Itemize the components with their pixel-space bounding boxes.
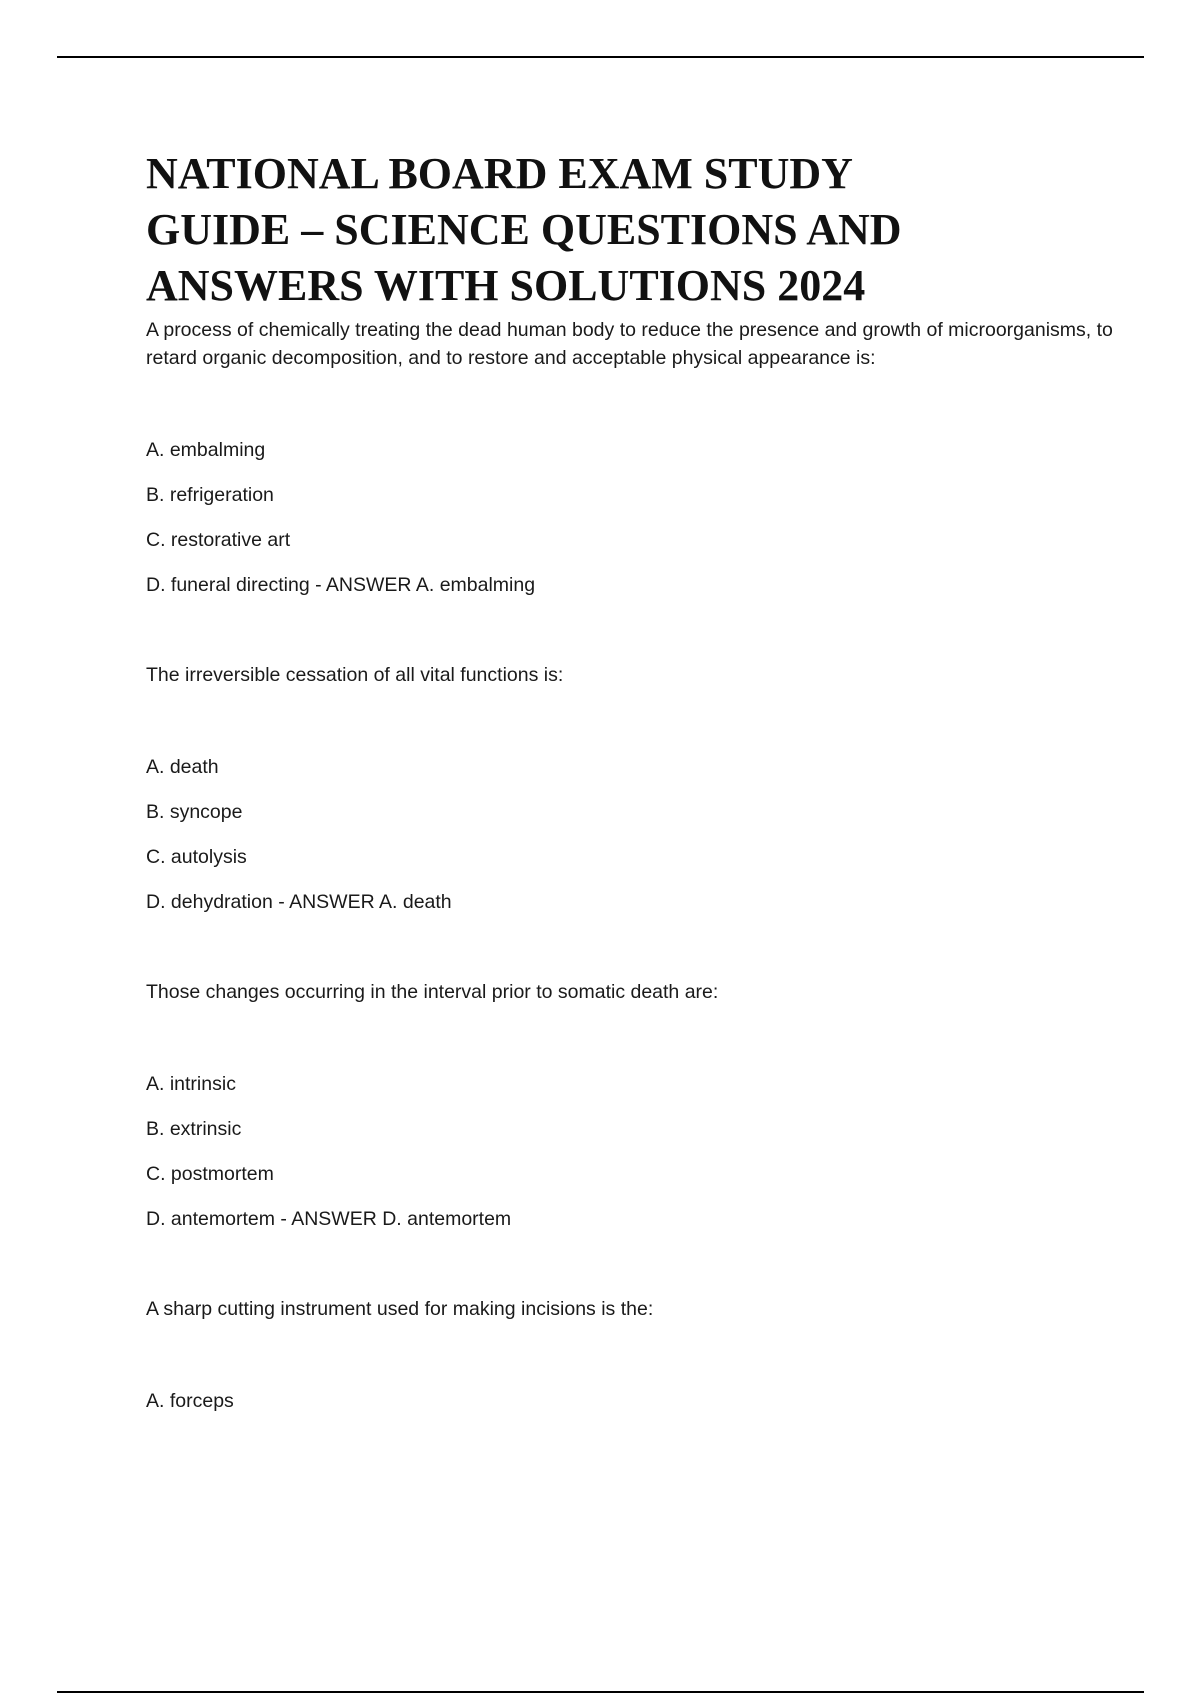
document-title bbox=[146, 146, 1146, 314]
page-content bbox=[146, 146, 1146, 1415]
answer-option: A. forceps bbox=[146, 1390, 234, 1412]
question-block bbox=[146, 1295, 1146, 1415]
question-prompt: A process of chemically treating the dead human body to reduce the presence and growth of microorganisms, to retard organic decomposition, and to restore and acceptable physical appearance is: bbox=[146, 319, 1113, 369]
title-line: ANSWERS WITH SOLUTIONS 2024 bbox=[146, 261, 866, 310]
answer-option: C. autolysis bbox=[146, 846, 247, 868]
answer-option: D. dehydration - ANSWER A. death bbox=[146, 891, 452, 913]
answer-option: C. postmortem bbox=[146, 1163, 274, 1185]
answer-option: B. refrigeration bbox=[146, 484, 274, 506]
title-line: NATIONAL BOARD EXAM STUDY bbox=[146, 149, 853, 198]
answer-option: A. intrinsic bbox=[146, 1073, 236, 1095]
question-prompt: A sharp cutting instrument used for making incisions is the: bbox=[146, 1298, 654, 1320]
answer-options bbox=[146, 1387, 1146, 1415]
question-prompt: Those changes occurring in the interval prior to somatic death are: bbox=[146, 981, 719, 1003]
answer-option: B. syncope bbox=[146, 801, 243, 823]
answer-option: A. death bbox=[146, 756, 219, 778]
title-line: GUIDE – SCIENCE QUESTIONS AND bbox=[146, 205, 902, 254]
question-block bbox=[146, 661, 1146, 916]
answer-option: B. extrinsic bbox=[146, 1118, 242, 1140]
footer-rule bbox=[57, 1691, 1144, 1693]
answer-option: D. funeral directing - ANSWER A. embalming bbox=[146, 574, 536, 596]
question-prompt: The irreversible cessation of all vital functions is: bbox=[146, 664, 564, 686]
answer-option: C. restorative art bbox=[146, 529, 291, 551]
answer-option: D. antemortem - ANSWER D. antemortem bbox=[146, 1208, 512, 1230]
answer-option: A. embalming bbox=[146, 439, 266, 461]
question-block bbox=[146, 978, 1146, 1233]
question-block bbox=[146, 316, 1146, 599]
answer-options bbox=[146, 753, 1146, 916]
answer-options bbox=[146, 436, 1146, 599]
answer-options bbox=[146, 1070, 1146, 1233]
header-rule bbox=[57, 56, 1144, 58]
